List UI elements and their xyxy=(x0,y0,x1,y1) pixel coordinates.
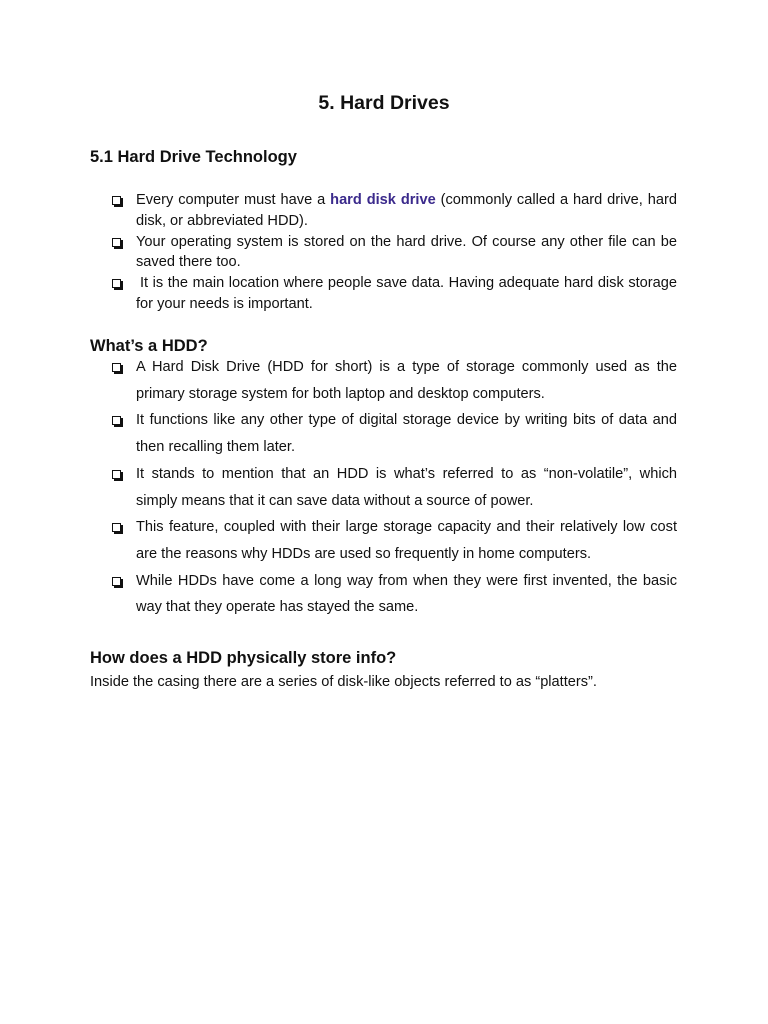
list-item xyxy=(112,273,677,315)
page-title: 5. Hard Drives xyxy=(318,92,450,114)
section-heading-whats-a-hdd: What’s a HDD? xyxy=(90,337,208,355)
list-item-text: A Hard Disk Drive (HDD for short) is a type of storage commonly used as the primary storage system for both laptop and desktop computers. xyxy=(136,359,677,402)
hard-drive-technology-list xyxy=(112,190,677,315)
list-item-text-before: Every computer must have a xyxy=(136,192,331,208)
list-item-text: It functions like any other type of digital storage device by writing bits of data and then recalling them later. xyxy=(136,412,677,456)
list-item xyxy=(112,514,677,567)
checkbox-bullet-icon xyxy=(112,470,121,479)
list-item xyxy=(112,232,677,274)
checkbox-bullet-icon xyxy=(112,196,121,205)
checkbox-bullet-icon xyxy=(112,363,121,372)
list-item xyxy=(112,568,677,621)
checkbox-bullet-icon xyxy=(112,238,121,247)
checkbox-bullet-icon xyxy=(112,279,121,288)
checkbox-bullet-icon xyxy=(112,416,121,425)
checkbox-bullet-icon xyxy=(112,523,121,532)
list-item xyxy=(112,461,677,514)
list-item xyxy=(112,407,677,460)
list-item-text: This feature, coupled with their large storage capacity and their relatively low cost are the reasons why HDDs are used so frequently in home computers. xyxy=(136,519,677,562)
checkbox-bullet-icon xyxy=(112,577,121,586)
list-item xyxy=(112,190,677,232)
section-heading-how-does-hdd-store: How does a HDD physically store info? xyxy=(90,649,397,667)
list-item-text-after: (commonly called a hard drive, hard disk, or abbreviated HDD). xyxy=(136,192,677,229)
list-item-text: It stands to mention that an HDD is what’s referred to as “non-volatile”, which simply means that it can save data without a source of power. xyxy=(136,465,677,509)
list-item-text: It is the main location where people save data. Having adequate hard disk storage for your needs is important. xyxy=(136,275,677,312)
hard-disk-drive-link[interactable]: hard disk drive xyxy=(330,192,436,208)
whats-a-hdd-list xyxy=(112,354,677,621)
section-heading-hard-drive-technology: 5.1 Hard Drive Technology xyxy=(90,148,297,166)
list-item xyxy=(112,354,677,407)
list-item-text: Your operating system is stored on the hard drive. Of course any other file can be saved there too. xyxy=(136,233,677,271)
platters-paragraph: Inside the casing there are a series of disk-like objects referred to as “platters”. xyxy=(90,674,597,690)
list-item-text: While HDDs have come a long way from when they were first invented, the basic way that they operate has stayed the same. xyxy=(136,572,677,616)
